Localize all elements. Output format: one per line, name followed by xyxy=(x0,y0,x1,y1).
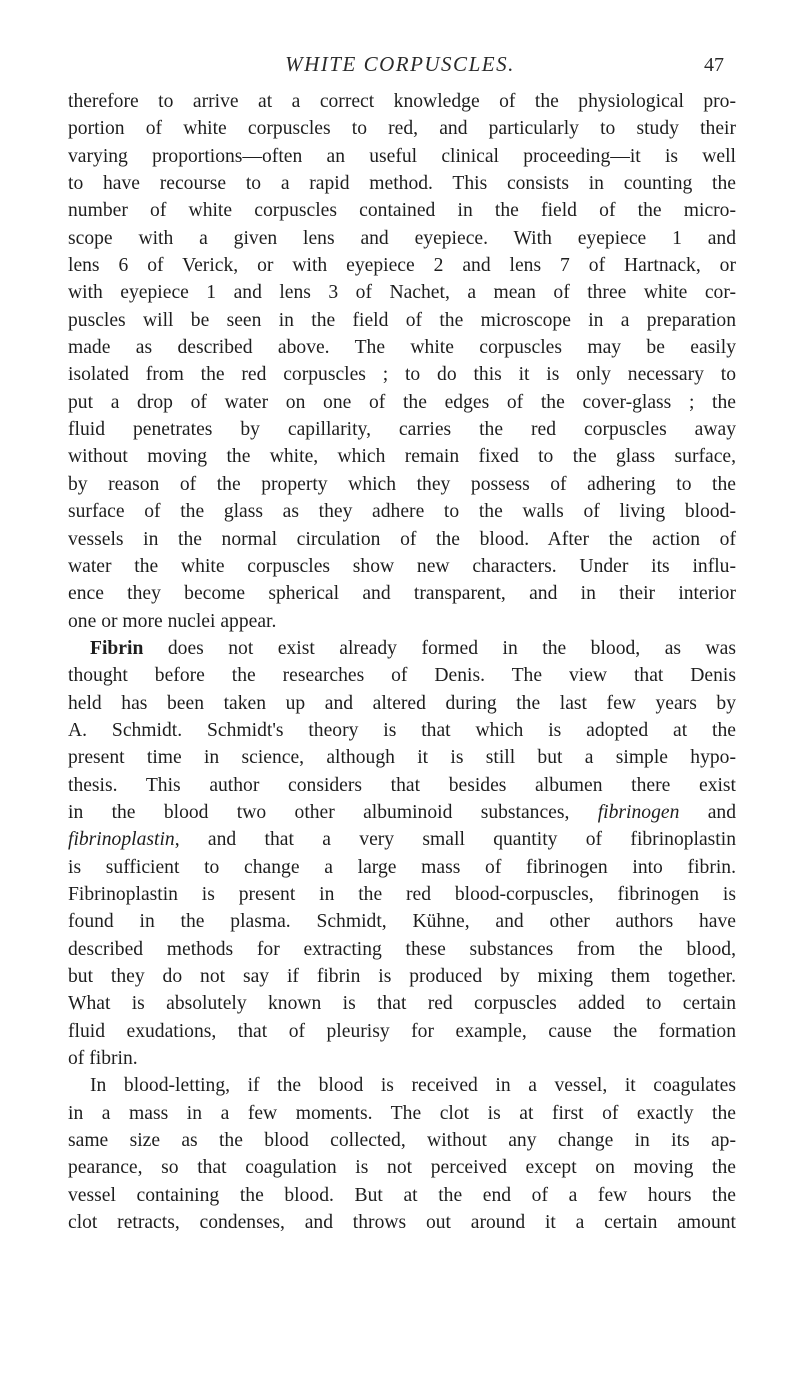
text-fragment: and xyxy=(679,801,736,823)
text-line: found in the plasma. Schmidt, Kühne, and other authors have xyxy=(68,911,736,933)
text-line: What is absolutely known is that red corpuscles added to certain xyxy=(68,993,736,1015)
text-line: varying proportions—often an useful clinical proceeding—it is well xyxy=(68,145,736,167)
fibrin-heading: Fibrin xyxy=(90,637,144,659)
paragraph-first-line xyxy=(68,635,736,662)
text-line: with eyepiece 1 and lens 3 of Nachet, a mean of three white cor- xyxy=(68,282,736,304)
text-line: to have recourse to a rapid method. This consists in counting the xyxy=(68,173,736,195)
text-line: therefore to arrive at a correct knowledge of the physiological pro- xyxy=(68,91,736,112)
text-line: ence they become spherical and transparent, and in their interior xyxy=(68,583,736,605)
text-line: but they do not say if fibrin is produced by mixing them together. xyxy=(68,966,736,987)
text-line: portion of white corpuscles to red, and particularly to study their xyxy=(68,118,736,140)
text-fragment: does not exist already formed in the blood, as was xyxy=(143,637,736,659)
text-line: Fibrinoplastin is present in the red blood-corpuscles, fibrinogen is xyxy=(68,883,736,905)
text-line: one or more nuclei appear. xyxy=(68,610,277,632)
text-line: made as described above. The white corpuscles may be easily xyxy=(68,337,736,359)
text-line: pearance, so that coagulation is not perceived except on moving the xyxy=(68,1157,736,1179)
text-line: put a drop of water on one of the edges of the cover-glass ; the xyxy=(68,391,736,413)
text-line: by reason of the property which they possess of adhering to the xyxy=(68,473,736,495)
text-line: in a mass in a few moments. The clot is at first of exactly the xyxy=(68,1102,736,1124)
text-line: water the white corpuscles show new characters. Under its influ- xyxy=(68,555,736,577)
text-line: thesis. This author considers that besides albumen there exist xyxy=(68,774,736,796)
text-line: surface of the glass as they adhere to the walls of living blood- xyxy=(68,501,736,523)
italic-term: fibrinogen xyxy=(597,801,680,823)
text-fragment: in the blood two other albuminoid substances, xyxy=(68,801,598,823)
body-text xyxy=(68,88,736,1236)
text-line: held has been taken up and altered during the last few years by xyxy=(68,692,736,714)
page-number: 47 xyxy=(704,54,724,76)
text-line: vessels in the normal circulation of the blood. After the action of xyxy=(68,528,736,550)
text-line xyxy=(68,826,736,853)
text-line: of fibrin. xyxy=(68,1048,138,1070)
text-line: puscles will be seen in the field of the microscope in a preparation xyxy=(68,309,736,331)
text-line: fluid penetrates by capillarity, carries the red corpuscles away xyxy=(68,419,736,441)
text-fragment: , and that a very small quantity of fibrinoplastin xyxy=(174,829,736,851)
text-line: described methods for extracting these substances from the blood, xyxy=(68,938,736,960)
text-line: is sufficient to change a large mass of fibrinogen into fibrin. xyxy=(68,856,736,878)
text-line: clot retracts, condenses, and throws out around it a certain amount xyxy=(68,1212,736,1234)
text-line: number of white corpuscles contained in the field of the micro- xyxy=(68,200,736,222)
paragraph-first-line: In blood-letting, if the blood is received in a vessel, it coagulates xyxy=(90,1075,736,1097)
text-line: scope with a given lens and eyepiece. With eyepiece 1 and xyxy=(68,227,736,249)
text-line: lens 6 of Verick, or with eyepiece 2 and lens 7 of Hartnack, or xyxy=(68,255,736,277)
text-line: A. Schmidt. Schmidt's theory is that which is adopted at the xyxy=(68,719,736,741)
text-line: without moving the white, which remain fixed to the glass surface, xyxy=(68,446,736,468)
text-line: fluid exudations, that of pleurisy for example, cause the formation xyxy=(68,1020,736,1042)
running-head xyxy=(0,52,800,82)
text-line: same size as the blood collected, without any change in its ap- xyxy=(68,1130,736,1152)
text-line: present time in science, although it is still but a simple hypo- xyxy=(68,747,736,769)
italic-term: fibrinoplastin xyxy=(68,829,175,851)
text-line: vessel containing the blood. But at the end of a few hours the xyxy=(68,1184,736,1206)
text-line xyxy=(68,799,736,826)
running-title: WHITE CORPUSCLES. xyxy=(285,52,515,76)
text-line: thought before the researches of Denis. The view that Denis xyxy=(68,665,736,687)
text-line: isolated from the red corpuscles ; to do this it is only necessary to xyxy=(68,364,736,386)
